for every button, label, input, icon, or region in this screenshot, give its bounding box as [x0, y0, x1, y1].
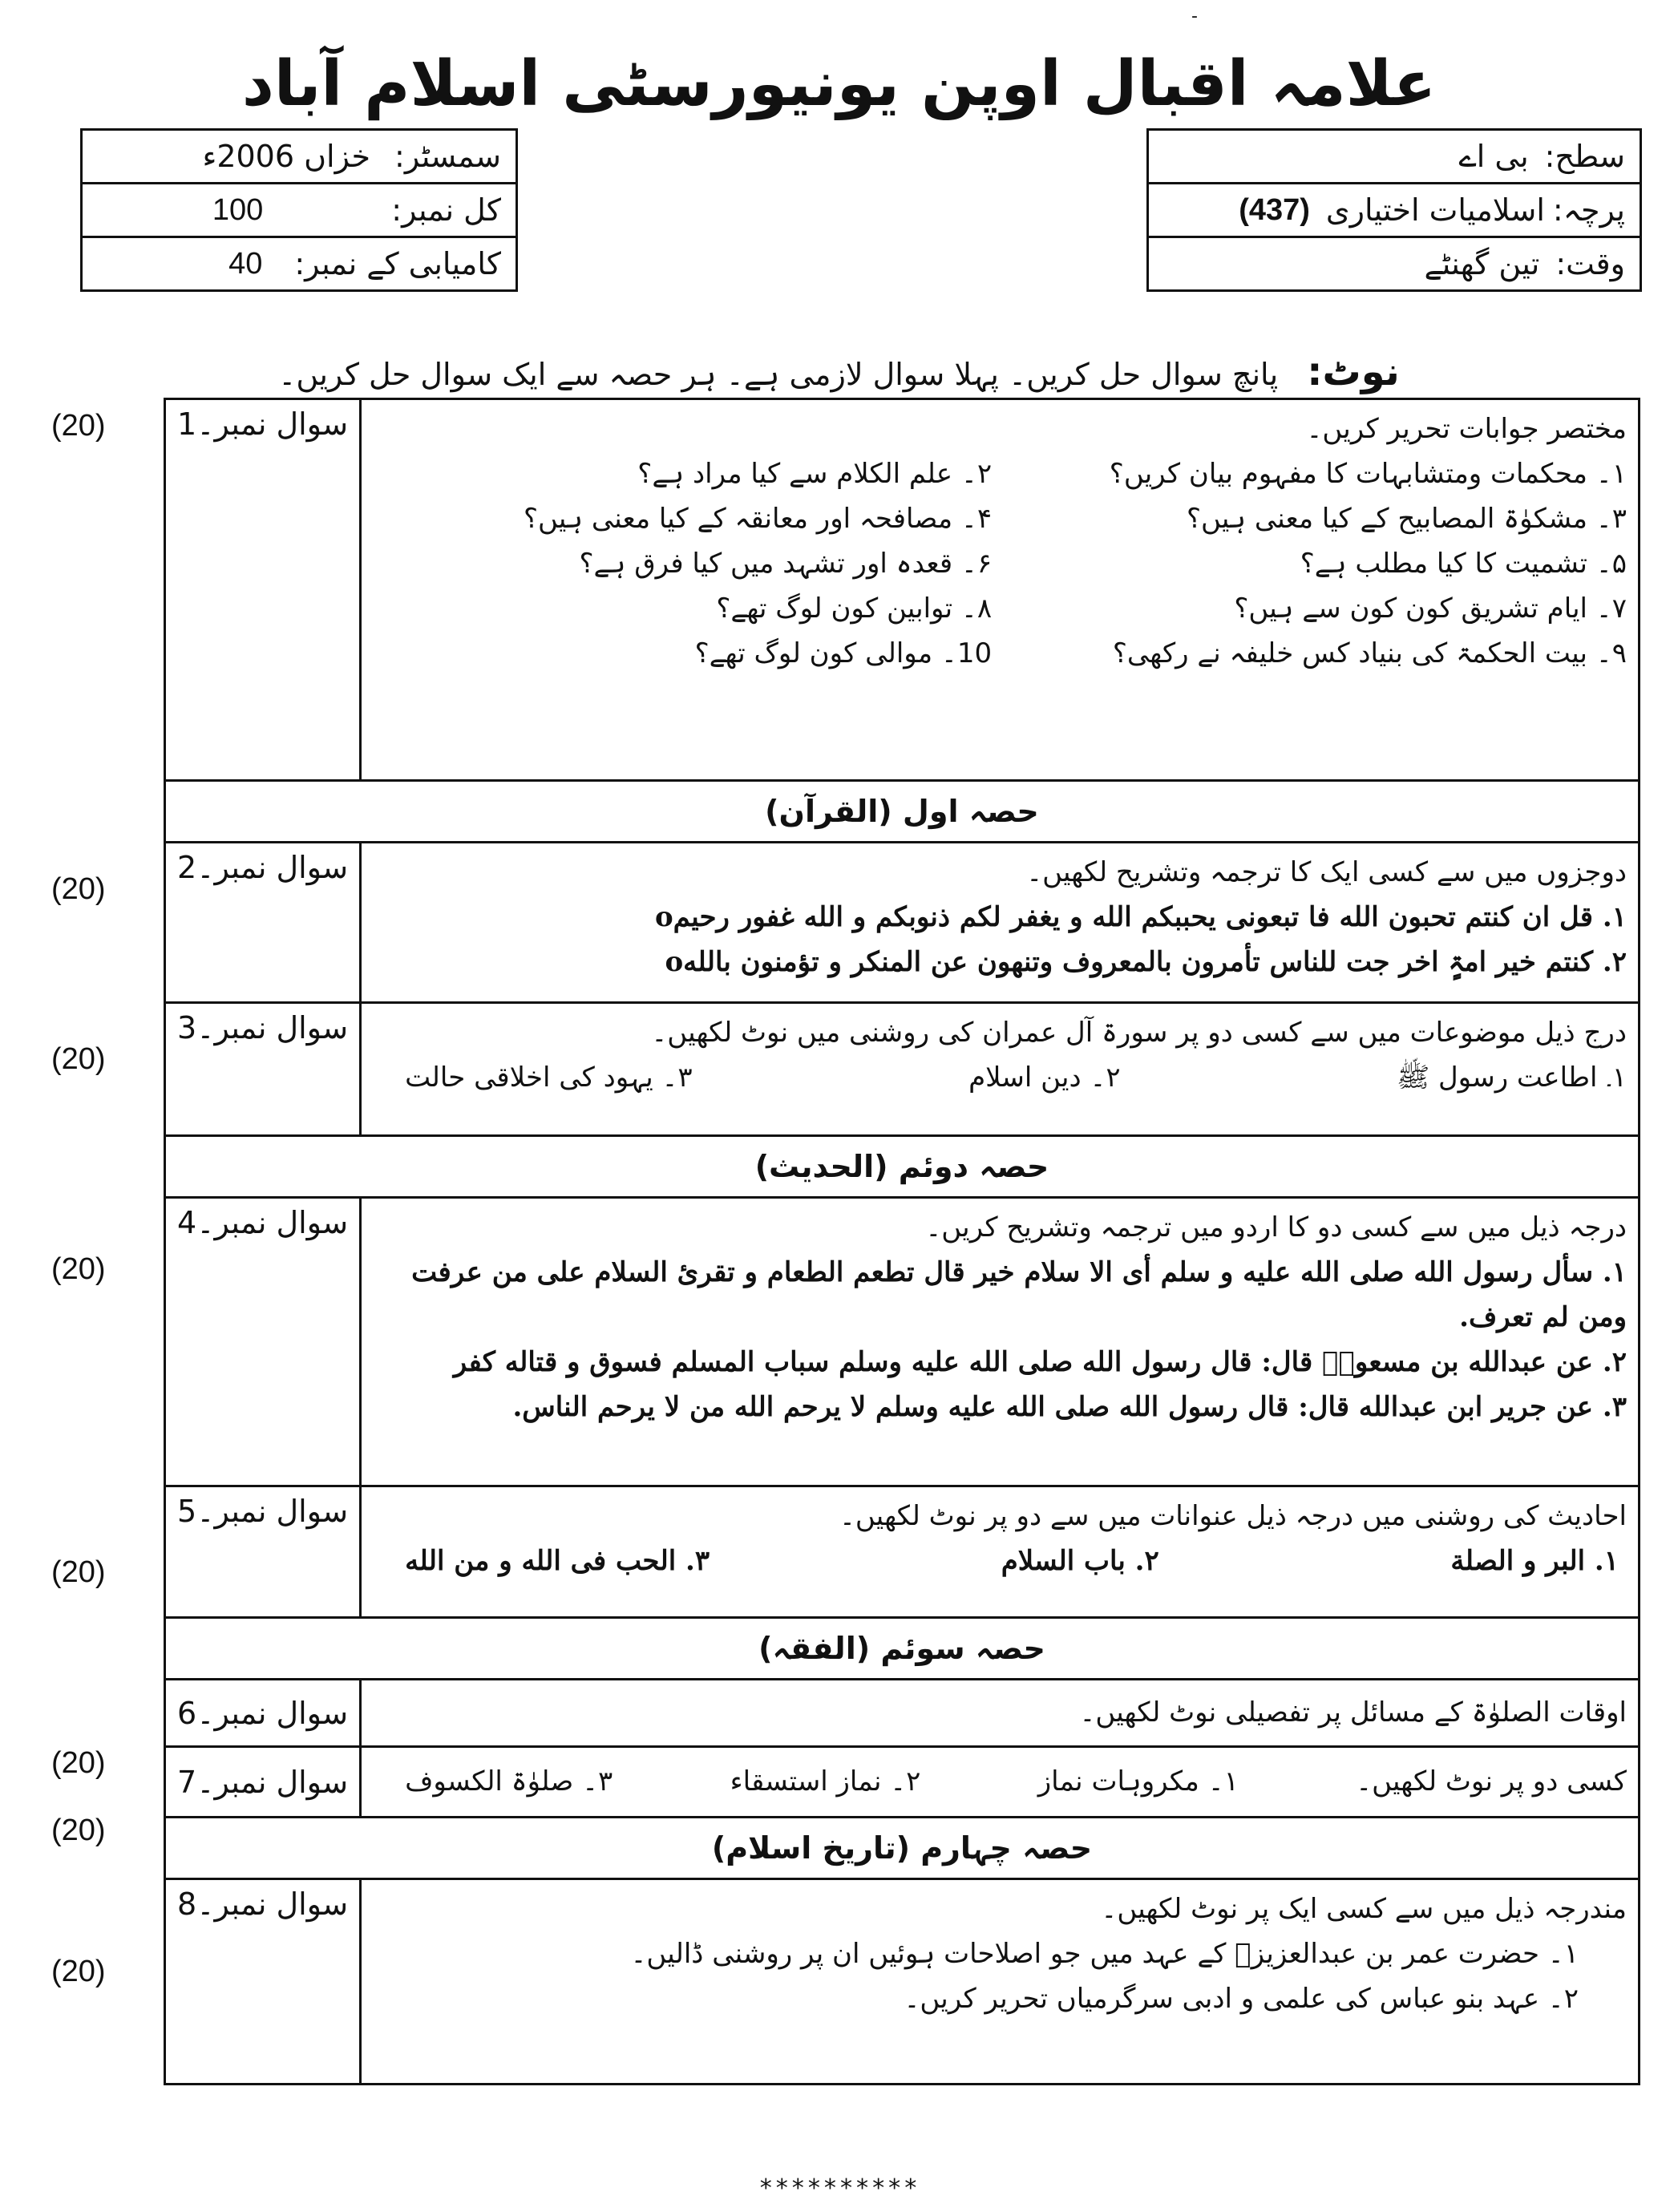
section-2-heading: حصہ دوئم (الحدیث) [165, 1136, 1640, 1198]
question-row-8 [165, 1879, 1640, 2085]
page-mark: - [1191, 6, 1198, 26]
paper-info-box [1146, 128, 1642, 292]
q3-item-2: ۲۔ دین اسلام [968, 1062, 1121, 1094]
pass-marks-value: 40 [228, 246, 263, 281]
questions-table [164, 398, 1640, 2085]
question-1-label: سوال نمبر۔1 [165, 399, 361, 781]
question-3-marks: (20) [51, 1042, 106, 1076]
question-6-intro: اوقات الصلوٰۃ کے مسائل پر تفصیلی نوٹ لکھیں۔ [1079, 1696, 1627, 1729]
question-row-1 [165, 399, 1640, 781]
total-marks-value: 100 [212, 192, 264, 227]
total-marks-label: کل نمبر: [391, 192, 501, 228]
q8-item-1: ۱۔ حضرت عمر بن عبدالعزیزؒ کے عہد میں جو اصلاحات ہوئیں ان پر روشنی ڈالیں۔ [630, 1938, 1579, 1971]
question-2-intro: دوجزوں میں سے کسی ایک کا ترجمہ وتشریح لکھیں۔ [1026, 856, 1627, 888]
q1-item-10: 10۔ موالی کون لوگ تھے؟ [694, 637, 993, 670]
question-5-body [361, 1486, 1640, 1618]
q1-item-2: ۲۔ علم الکلام سے کیا مراد ہے؟ [637, 458, 993, 491]
university-title: علامہ اقبال اوپن یونیورسٹی اسلام آباد [241, 48, 1437, 120]
question-7-marks: (20) [51, 1814, 106, 1847]
paper-row [1149, 184, 1640, 238]
q8-item-2: ۲۔ عہد بنو عباس کی علمی و ادبی سرگرمیاں تحریر کریں۔ [904, 1983, 1579, 2016]
section-3-heading: حصہ سوئم (الفقہ) [165, 1618, 1640, 1680]
question-row-3 [165, 1003, 1640, 1136]
semester-label: سمسٹر: [394, 139, 501, 174]
question-3-intro: درج ذیل موضوعات میں سے کسی دو پر سورۃ آل عمران کی روشنی میں نوٹ لکھیں۔ [651, 1017, 1627, 1049]
question-1-body [361, 399, 1640, 781]
question-3-label: سوال نمبر۔3 [165, 1003, 361, 1136]
time-value: تین گھنٹے [1424, 246, 1540, 281]
question-7-line [373, 1759, 1627, 1804]
level-row [1149, 131, 1640, 184]
question-1-intro: مختصر جوابات تحریر کریں۔ [1306, 413, 1627, 445]
section-3-row [165, 1618, 1640, 1680]
question-8-label: سوال نمبر۔8 [165, 1879, 361, 2085]
question-1-items [373, 451, 1627, 676]
instructions-note [0, 350, 1678, 394]
semester-value: خزاں 2006ء [202, 139, 371, 174]
question-6-body [361, 1680, 1640, 1747]
time-row [1149, 238, 1640, 289]
question-7-intro: کسی دو پر نوٹ لکھیں۔ [1356, 1765, 1627, 1798]
q1-item-9: ۹۔ بیت الحکمۃ کی بنیاد کس خلیفہ نے رکھی؟ [1112, 637, 1627, 670]
time-label: وقت: [1555, 246, 1625, 281]
question-row-2 [165, 843, 1640, 1003]
q4-item-2: ۲. عن عبدالله بن مسعودؓ قال: قال رسول الله صلی الله علیه وسلم سباب المسلم فسوق و قتاله کفر [453, 1346, 1627, 1379]
section-1-heading: حصہ اول (القرآن) [165, 781, 1640, 843]
question-4-intro: درجہ ذیل میں سے کسی دو کا اردو میں ترجمہ وتشریح کریں۔ [925, 1211, 1627, 1243]
q1-item-8: ۸۔ توابین کون لوگ تھے؟ [716, 592, 993, 625]
section-2-row [165, 1136, 1640, 1198]
question-3-body [361, 1003, 1640, 1136]
pass-marks-row [83, 238, 516, 289]
semester-info-box [80, 128, 518, 292]
question-8-marks: (20) [51, 1955, 106, 1988]
q7-item-2: ۲۔ نماز استسقاء [730, 1765, 921, 1798]
question-4-body [361, 1198, 1640, 1486]
level-label: سطح: [1544, 139, 1625, 174]
question-5-intro: احادیث کی روشنی میں درجہ ذیل عنوانات میں سے دو پر نوٹ لکھیں۔ [839, 1500, 1627, 1532]
pass-marks-label: کامیابی کے نمبر: [294, 246, 501, 281]
q1-item-3: ۳۔ مشکوٰۃ المصابیح کے کیا معنی ہیں؟ [1186, 503, 1627, 536]
question-5-label: سوال نمبر۔5 [165, 1486, 361, 1618]
q5-item-2: ۲. باب السلام [1001, 1545, 1159, 1578]
section-4-row [165, 1818, 1640, 1879]
q1-item-7: ۷۔ ایام تشریق کون کون سے ہیں؟ [1234, 592, 1627, 625]
q1-item-6: ۶۔ قعدہ اور تشہد میں کیا فرق ہے؟ [579, 548, 993, 580]
paper-value: اسلامیات اختیاری [1325, 192, 1545, 228]
question-2-label: سوال نمبر۔2 [165, 843, 361, 1003]
question-8-body [361, 1879, 1640, 2085]
question-3-items [373, 1055, 1627, 1100]
question-1-marks: (20) [51, 409, 106, 443]
question-5-marks: (20) [51, 1555, 106, 1589]
paper-label: پرچہ: [1552, 192, 1625, 228]
total-marks-row [83, 184, 516, 238]
question-4-marks: (20) [51, 1252, 106, 1286]
question-2-marks: (20) [51, 872, 106, 906]
q1-item-1: ۱۔ محکمات ومتشابہات کا مفہوم بیان کریں؟ [1109, 458, 1627, 491]
q4-item-3: ۳. عن جریر ابن عبدالله قال: قال رسول الله صلی الله علیه وسلم لا یرحم الله من لا یرحم الناس. [512, 1391, 1627, 1424]
q7-item-1: ۱۔ مکروہات نماز [1037, 1765, 1239, 1798]
question-4-label: سوال نمبر۔4 [165, 1198, 361, 1486]
q3-item-3: ۳۔ یہود کی اخلاقی حالت [405, 1062, 693, 1094]
question-7-label: سوال نمبر۔7 [165, 1747, 361, 1818]
question-2-body [361, 843, 1640, 1003]
note-label: نوٹ: [1307, 350, 1400, 394]
end-of-paper-marker: ********** [758, 2174, 920, 2202]
section-1-row [165, 781, 1640, 843]
section-4-heading: حصہ چہارم (تاریخ اسلام) [165, 1818, 1640, 1879]
question-7-body [361, 1747, 1640, 1818]
question-row-5 [165, 1486, 1640, 1618]
question-8-intro: مندرجہ ذیل میں سے کسی ایک پر نوٹ لکھیں۔ [1101, 1893, 1627, 1925]
level-value: بی اے [1458, 139, 1529, 174]
q3-item-1: ۱۔ اطاعت رسول ﷺ [1397, 1062, 1627, 1094]
question-row-7 [165, 1747, 1640, 1818]
q1-item-4: ۴۔ مصافحہ اور معانقہ کے کیا معنی ہیں؟ [523, 503, 993, 536]
question-6-label: سوال نمبر۔6 [165, 1680, 361, 1747]
semester-row [83, 131, 516, 184]
q5-item-3: ۳. الحب فی الله و من الله [405, 1545, 710, 1578]
q1-item-5: ۵۔ تشمیت کا کیا مطلب ہے؟ [1300, 548, 1627, 580]
q5-item-1: ۱. البر و الصلة [1450, 1545, 1619, 1578]
question-row-4 [165, 1198, 1640, 1486]
paper-code: (437) [1239, 192, 1310, 227]
q2-item-1: ۱. قل ان کنتم تحبون الله فا تبعونی یحببکم الله و یغفر لکم ذنوبکم و الله غفور رحیمo [654, 901, 1627, 934]
note-text: پانچ سوال حل کریں۔ پہلا سوال لازمی ہے۔ ہر حصہ سے ایک سوال حل کریں۔ [278, 357, 1279, 392]
question-row-6 [165, 1680, 1640, 1747]
question-5-items [373, 1539, 1627, 1583]
q7-item-3: ۳۔ صلوٰۃ الکسوف [405, 1765, 613, 1798]
question-6-marks: (20) [51, 1746, 106, 1780]
q4-item-1: ۱. سأل رسول الله صلی الله علیه و سلم أی الا سلام خیر قال تطعم الطعام و تقرئ السلام علی من عرفت ومن لم تعرف. [411, 1256, 1627, 1334]
q2-item-2: ۲. کنتم خیر امۃٍ اخر جت للناس تأمرون بالمعروف وتنهون عن المنکر و تؤمنون باللهo [665, 946, 1627, 979]
